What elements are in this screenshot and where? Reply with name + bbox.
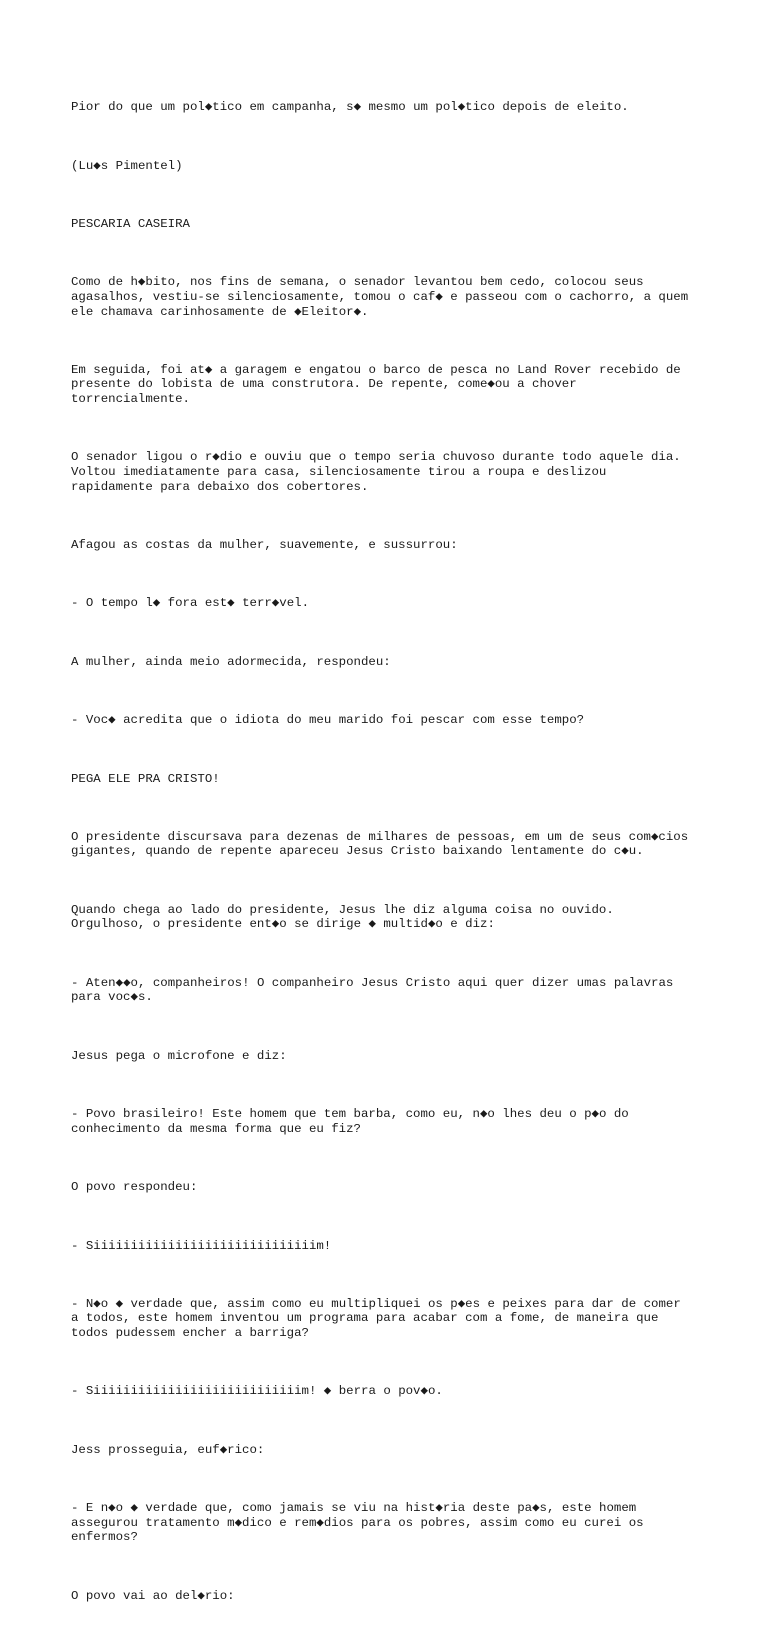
story-title-pescaria: PESCARIA CASEIRA: [71, 216, 190, 231]
paragraph: Quando chega ao lado do presidente, Jesus lhe diz alguma coisa no ouvido. Orgulhoso, o presidente ent◆o se dirige ◆ multid◆o e diz:: [71, 902, 614, 932]
paragraph: O povo vai ao del◆rio:: [71, 1588, 235, 1603]
paragraph: Afagou as costas da mulher, suavemente, e sussurrou:: [71, 538, 458, 552]
paragraph: O senador ligou o r◆dio e ouviu que o tempo seria chuvoso durante todo aquele dia. Voltou imediatamente para casa, silenciosamente tirou a roupa e deslizou rapidamente para debaixo dos cobertores.: [71, 450, 681, 494]
paragraph: Em seguida, foi at◆ a garagem e engatou o barco de pesca no Land Rover recebido de presente do lobista de uma construtora. De repente, come◆ou a chover torrencialmente.: [71, 362, 681, 407]
paragraph: Jesus pega o microfone e diz:: [71, 1048, 287, 1063]
dialogue-line: - E n◆o ◆ verdade que, como jamais se viu na hist◆ria deste pa◆s, este homem assegurou tratamento m◆dico e rem◆dios para os pobres, assim como eu curei os enfermos?: [71, 1501, 644, 1545]
epigraph-quote: Pior do que um pol◆tico em campanha, s◆ mesmo um pol◆tico depois de eleito.: [71, 100, 629, 115]
paragraph: Jess prosseguia, euf◆rico:: [71, 1442, 265, 1457]
epigraph-author: (Lu◆s Pimentel): [71, 158, 183, 173]
dialogue-line: - Povo brasileiro! Este homem que tem barba, como eu, n◆o lhes deu o p◆o do conhecimento da mesma forma que eu fiz?: [71, 1107, 629, 1136]
dialogue-line: - Siiiiiiiiiiiiiiiiiiiiiiiiiiiiiim!: [71, 1238, 332, 1253]
paragraph: O presidente discursava para dezenas de milhares de pessoas, em um de seus com◆cios gigantes, quando de repente apareceu Jesus Cristo baixando lentamente do c◆u.: [71, 829, 689, 859]
dialogue-line: - Aten◆◆o, companheiros! O companheiro Jesus Cristo aqui quer dizer umas palavras para voc◆s.: [71, 975, 674, 1005]
document-page: [71, 71, 731, 1633]
dialogue-line: - Siiiiiiiiiiiiiiiiiiiiiiiiiiiim! ◆ berra o pov◆o.: [71, 1384, 443, 1399]
dialogue-line: - Voc◆ acredita que o idiota do meu marido foi pescar com esse tempo?: [71, 713, 585, 728]
paragraph: O povo respondeu:: [71, 1180, 198, 1195]
dialogue-line: - O tempo l◆ fora est◆ terr◆vel.: [71, 596, 310, 611]
paragraph: Como de h◆bito, nos fins de semana, o senador levantou bem cedo, colocou seus agasalhos, vestiu-se silenciosamente, tomou o caf◆ e passeou com o cachorro, a quem ele chamava carinhosamente de ◆Eleitor◆.: [71, 275, 689, 319]
paragraph: A mulher, ainda meio adormecida, respondeu:: [71, 654, 391, 669]
story-title-cristo: PEGA ELE PRA CRISTO!: [71, 771, 220, 786]
dialogue-line: - N◆o ◆ verdade que, assim como eu multipliquei os p◆es e peixes para dar de comer a todos, este homem inventou um programa para acabar com a fome, de maneira que todos pudessem encher a barriga?: [71, 1296, 681, 1341]
